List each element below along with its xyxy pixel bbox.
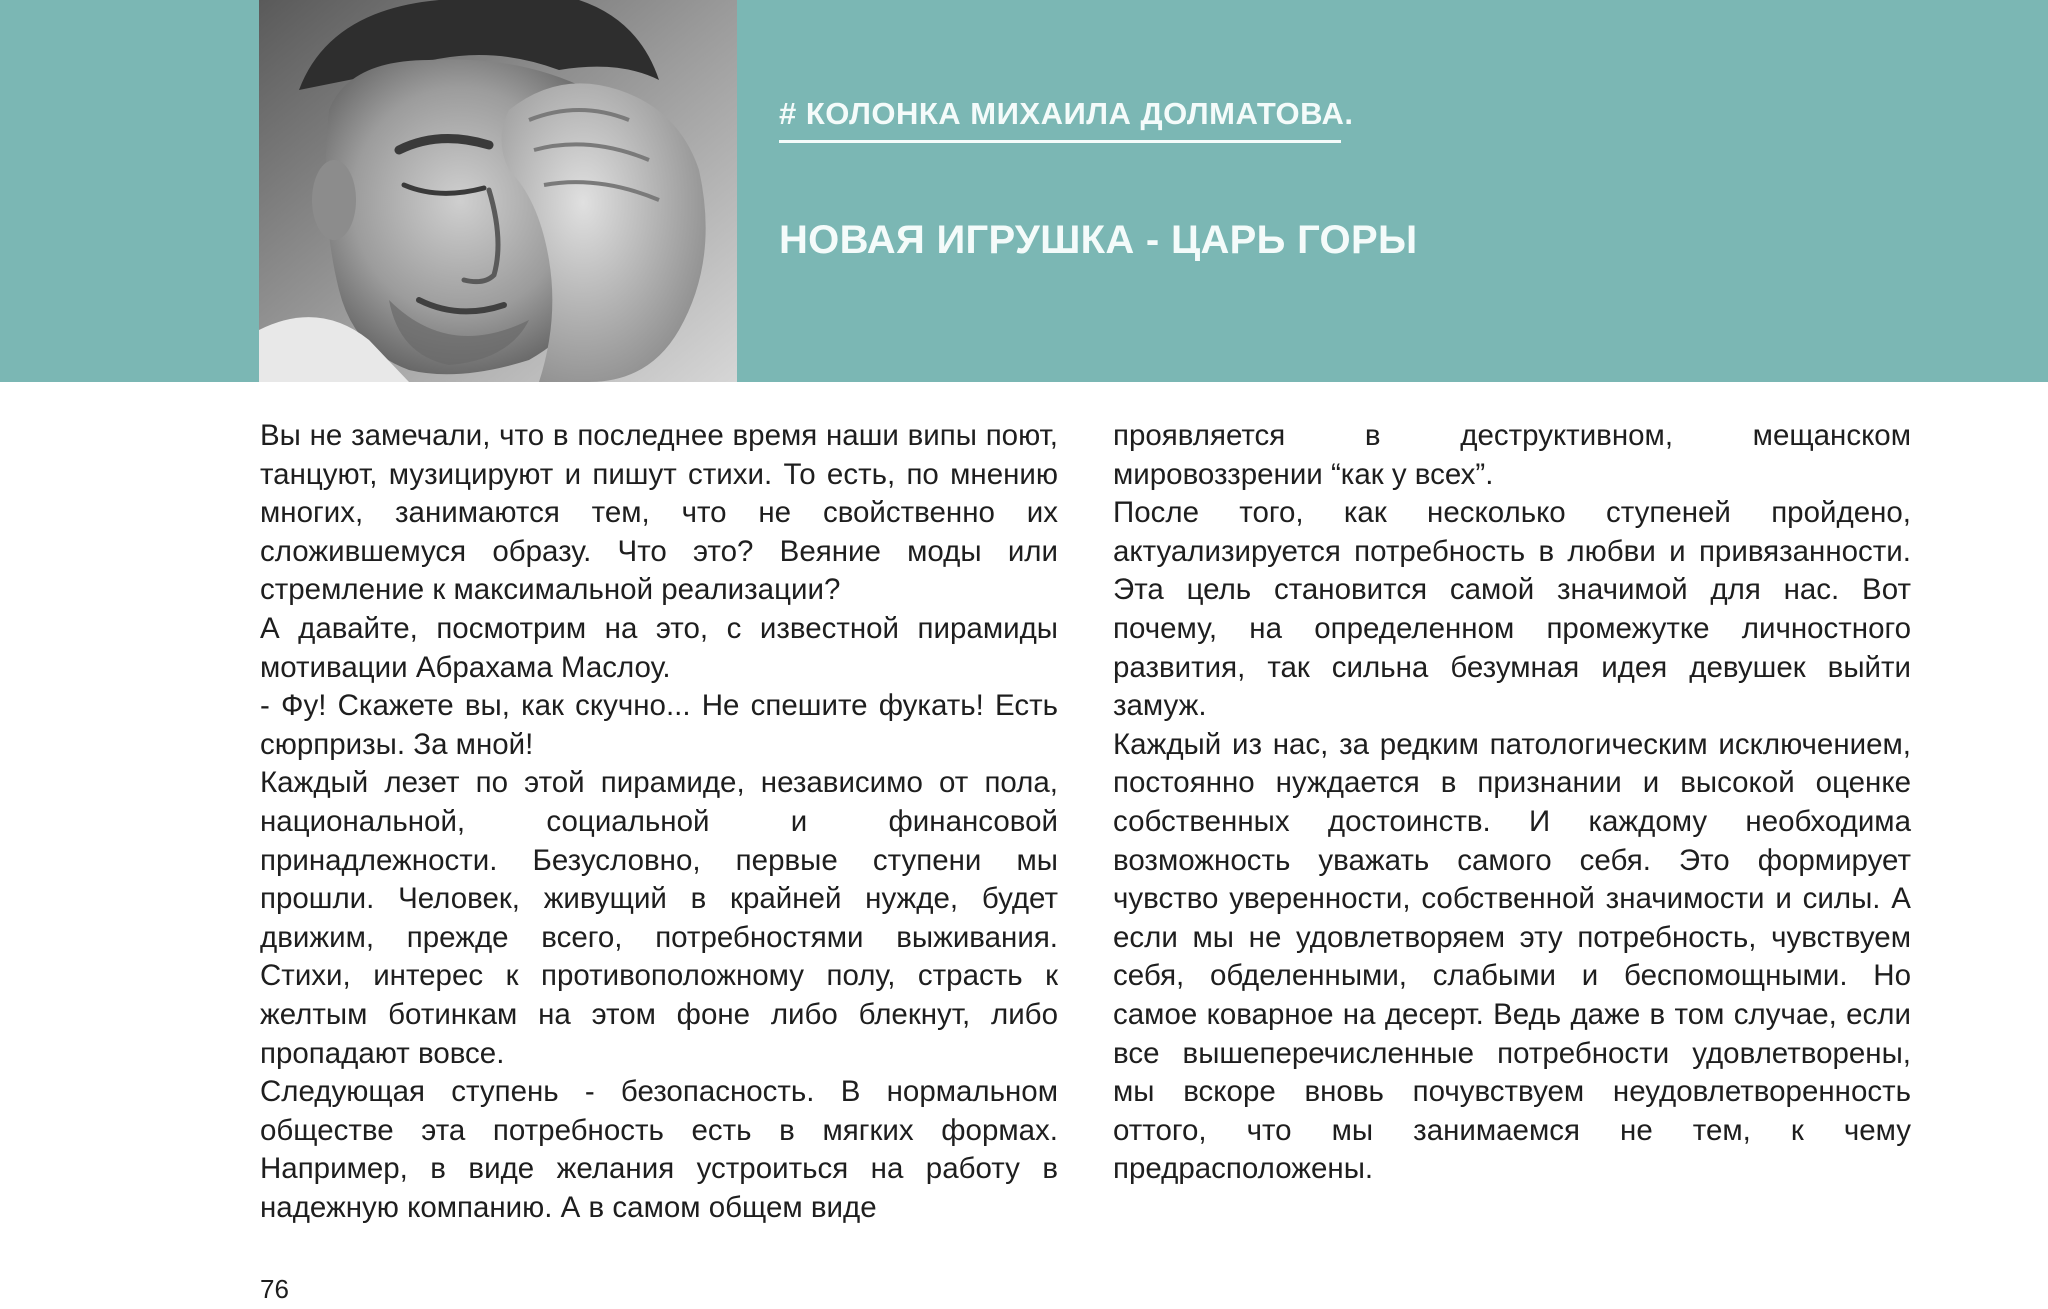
page-number: 76 — [260, 1274, 289, 1304]
paragraph: После того, как несколько ступеней пройдено, актуализируется потребность в любви и привязанности. Эта цель становится самой значимой для нас. Вот почему, на определенном промежутке личностного развития, так сильна безумная идея девушек выйти замуж. — [1113, 496, 1911, 723]
author-portrait-photo — [259, 0, 737, 382]
paragraph: Каждый лезет по этой пирамиде, независимо от пола, национальной, социальной и финансовой принадлежности. Безусловно, первые ступени мы прошли. Человек, живущий в крайней нужде, будет движим, прежде всего, потребностями выживания. Стихи, интерес к противоположному полу, страсть к желтым ботинкам на этом фоне либо блекнут, либо пропадают вовсе. — [260, 766, 1058, 1070]
article-right-column — [1113, 417, 1911, 1189]
paragraph: - Фу! Скажете вы, как скучно... Не спешите фукать! Есть сюрпризы. За мной! — [260, 689, 1058, 761]
paragraph: Вы не замечали, что в последнее время наши випы поют, танцуют, музицируют и пишут стихи. То есть, по мнению многих, занимаются тем, что не свойственно их сложившемуся образу. Что это? Веяние моды или стремление к максимальной реализации? — [260, 419, 1058, 607]
paragraph: проявляется в деструктивном, мещанском мировоззрении “как у всех”. — [1113, 419, 1911, 491]
column-label-underline — [779, 140, 1341, 143]
article-left-column — [260, 417, 1058, 1227]
article-title: НОВАЯ ИГРУШКА - ЦАРЬ ГОРЫ — [779, 218, 1418, 262]
column-label: # КОЛОНКА МИХАИЛА ДОЛМАТОВА. — [779, 96, 1354, 131]
paragraph: Следующая ступень - безопасность. В нормальном обществе эта потребность есть в мягких формах. Например, в виде желания устроиться на работу в надежную компанию. А в самом общем виде — [260, 1075, 1058, 1224]
paragraph: Каждый из нас, за редким патологическим исключением, постоянно нуждается в признании и высокой оценке собственных достоинств. И каждому необходима возможность уважать самого себя. Это формирует чувство уверенности, собственной значимости и силы. А если мы не удовлетворяем эту потребность, чувствуем себя, обделенными, слабыми и беспомощными. Но самое коварное на десерт. Ведь даже в том случае, если все вышеперечисленные потребности удовлетворены, мы вскоре вновь почувствуем неудовлетворенность оттого, что мы занимаемся не тем, к чему предрасположены. — [1113, 727, 1911, 1186]
paragraph: А давайте, посмотрим на это, с известной пирамиды мотивации Абрахама Маслоу. — [260, 611, 1058, 684]
portrait-photo-illustration — [259, 0, 737, 382]
